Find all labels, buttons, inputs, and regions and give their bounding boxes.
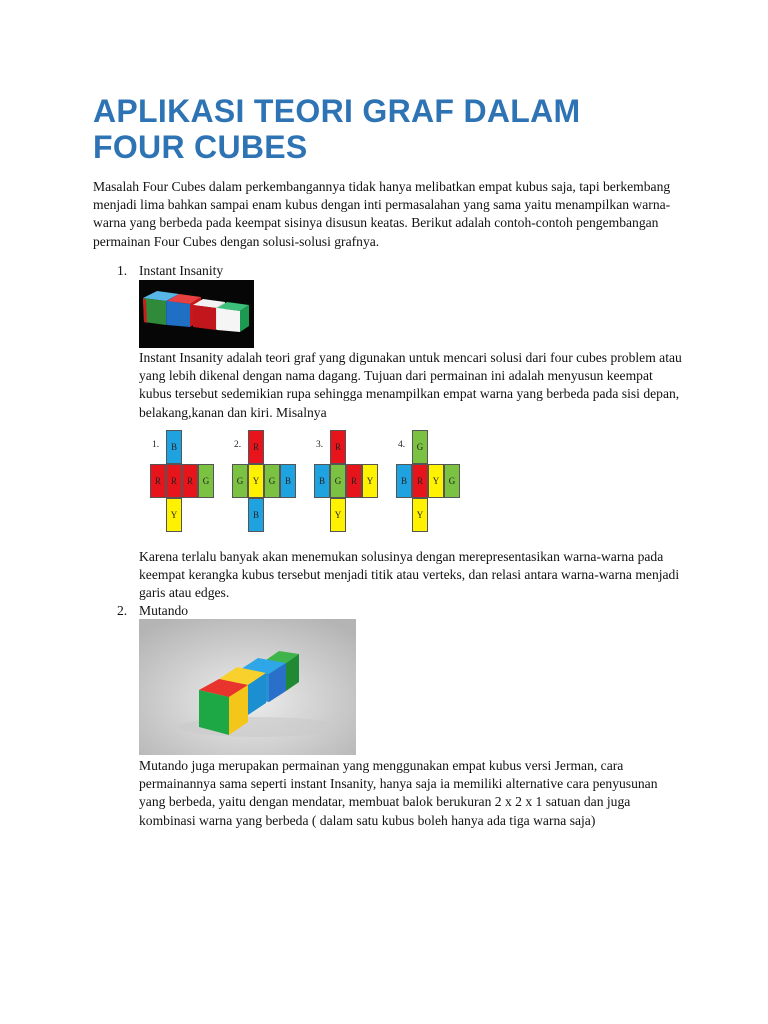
cube-net-row-face: R	[182, 464, 198, 498]
cube-net-2	[230, 430, 310, 532]
cube-net-number: 3.	[316, 440, 324, 450]
mutando-photo	[139, 619, 356, 755]
cube-net-row-face: G	[330, 464, 346, 498]
cube-net-row-face: R	[346, 464, 362, 498]
cube-net-number: 2.	[234, 440, 242, 450]
cube-net-row-face: R	[150, 464, 166, 498]
cube-net-top-face: G	[412, 430, 428, 464]
mutando-description: Mutando juga merupakan permainan yang menggunakan empat kubus versi Jerman, cara permainannya sama seperti instant Insanity, hanya saja ia memiliki alternative cara penyusunan yang berbeda, yaitu dengan mendatar, membuat balok berukuran 2 x 2 x 1 satuan dan juga kombinasi warna yang berbeda ( dalam satu kubus boleh hanya ada tiga warna saja)	[139, 758, 658, 828]
cube-net-row-face: R	[412, 464, 428, 498]
cube-net-row-face: G	[198, 464, 214, 498]
intro-paragraph: Masalah Four Cubes dalam perkembangannya tidak hanya melibatkan empat kubus saja, tapi berkembang menjadi lima bahkan sampai enam kubus dengan inti permasalahan yang sama yaitu menampilkan warna-warna yang berbeda pada keempat sisinya disusun keatas. Berikut adalah contoh-contoh pengembangan permainan Four Cubes dengan solusi-solusi grafnya.	[93, 179, 671, 249]
cube-net-1	[148, 430, 228, 532]
cube-net-row-face: Y	[428, 464, 444, 498]
cube-net-top-face: B	[166, 430, 182, 464]
document-title	[93, 93, 693, 165]
instant-insanity-graph-explanation: Karena terlalu banyak akan menemukan solusinya dengan merepresentasikan warna-warna pada keempat kerangka kubus tersebut menjadi titik atau verteks, dan relasi antara warna-warna menjadi garis atau edges.	[139, 549, 680, 601]
cube-net-bottom-face: Y	[330, 498, 346, 532]
list-label-instant-insanity: Instant Insanity	[139, 263, 224, 278]
cube-net-row-face: R	[166, 464, 182, 498]
instant-insanity-photo	[139, 280, 254, 348]
cube-net-row-face: Y	[362, 464, 378, 498]
instant-insanity-description: Instant Insanity adalah teori graf yang digunakan untuk mencari solusi dari four cubes problem atau yang lebih dikenal dengan nama dagang. Tujuan dari permainan ini adalah menyusun keempat kubus tersebut sedemikian rupa sehingga menampilkan empat warna yang berbeda pada sisi depan, belakang,kanan dan kiri. Misalnya	[139, 350, 682, 420]
cube-net-row-face: G	[444, 464, 460, 498]
cube-net-row-face: Y	[248, 464, 264, 498]
cube-net-bottom-face: Y	[166, 498, 182, 532]
cube-net-row-face: G	[264, 464, 280, 498]
mutando-cubes-image	[139, 619, 356, 755]
cube-net-4	[394, 430, 474, 532]
cube-net-3	[312, 430, 392, 532]
cube-net-top-face: R	[248, 430, 264, 464]
title-line-1: APLIKASI TEORI GRAF DALAM	[93, 93, 581, 129]
cube-net-row-face: G	[232, 464, 248, 498]
cube-net-number: 1.	[152, 440, 160, 450]
cube-net-number: 4.	[398, 440, 406, 450]
list-label-mutando: Mutando	[139, 603, 189, 618]
cube-net-row-face: B	[396, 464, 412, 498]
title-line-2: FOUR CUBES	[93, 129, 308, 165]
list-number-2: 2.	[117, 603, 128, 618]
cube-net-row-face: B	[314, 464, 330, 498]
cube-net-top-face: R	[330, 430, 346, 464]
four-cubes-image	[139, 280, 254, 348]
cube-nets-figure	[148, 430, 468, 532]
list-number-1: 1.	[117, 263, 128, 278]
cube-net-bottom-face: Y	[412, 498, 428, 532]
cube-net-row-face: B	[280, 464, 296, 498]
cube-net-bottom-face: B	[248, 498, 264, 532]
